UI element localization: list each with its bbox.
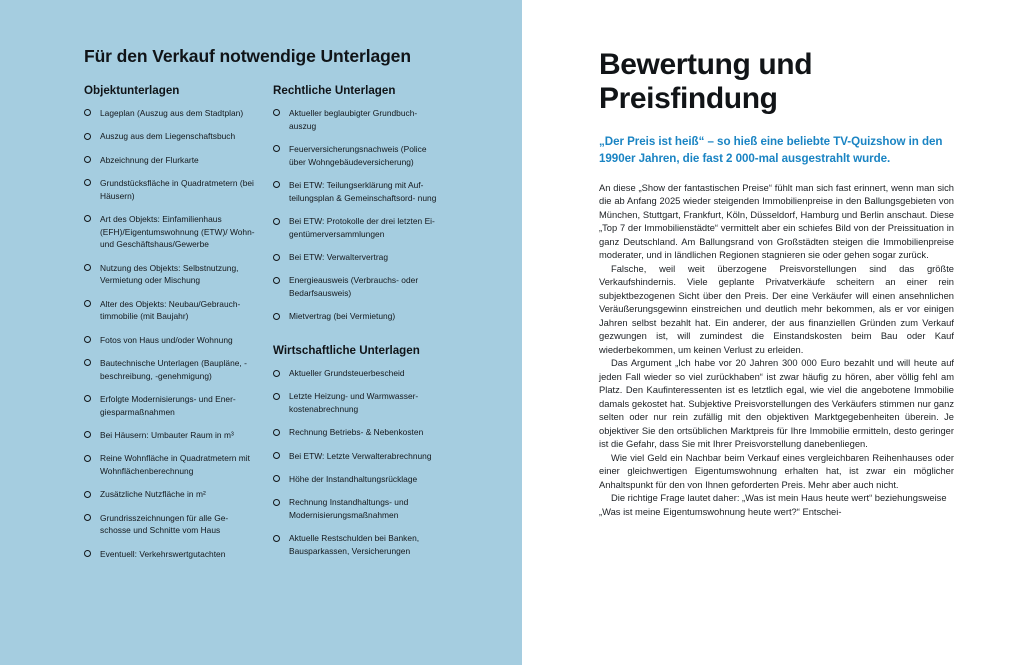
circle-bullet-icon bbox=[273, 313, 280, 320]
circle-bullet-icon bbox=[84, 215, 91, 222]
list-item[interactable] bbox=[273, 274, 444, 300]
circle-bullet-icon bbox=[273, 429, 280, 436]
list-item[interactable] bbox=[84, 488, 255, 501]
list-item-label: Art des Objekts: Einfamilienhaus (EFH)/Eigentumswohnung (ETW)/ Wohn- und Geschäftshaus/Gewerbe bbox=[100, 213, 255, 250]
checklist-box-title: Für den Verkauf notwendige Unterlagen bbox=[84, 46, 411, 66]
list-item-label: Höhe der Instandhaltungsrücklage bbox=[289, 473, 418, 484]
circle-bullet-icon bbox=[273, 109, 280, 116]
list-item-label: Eventuell: Verkehrswertgutachten bbox=[100, 548, 226, 559]
circle-bullet-icon bbox=[273, 218, 280, 225]
circle-bullet-icon bbox=[273, 277, 280, 284]
circle-bullet-icon bbox=[84, 359, 91, 366]
circle-bullet-icon bbox=[84, 109, 91, 116]
list-item-label: Erfolgte Modernisierungs- und Ener- giesparmaßnahmen bbox=[100, 394, 236, 417]
column-heading-wirtschaftliche-unterlagen: Wirtschaftliche Unterlagen bbox=[273, 344, 420, 358]
paragraph: Wie viel Geld ein Nachbar beim Verkauf eines vergleichbaren Reihenhauses oder einer gleichwertigen Eigentumswohnung erhalten hat, ist zwar ein möglicher Anhaltspunkt für den von Ihnen geforderten Preis. Mehr aber auch nicht. bbox=[599, 452, 954, 490]
circle-bullet-icon bbox=[84, 395, 91, 402]
paragraph: An diese „Show der fantastischen Preise“ fühlt man sich fast erinnert, wenn man sich die ab Anfang 2025 wieder steigenden Immobilienpreise in den Ballungsgebieten von München, Stuttgart, Frankfurt, Köln, Düsseldorf, Hamburg und Berlin anschaut. Diese „Top 7 der Immobilienstädte“ vermittelt aber ein schiefes Bild von der Preissituation in ganz Deutschland. Am Ballungsrand von Großstädten steigen die Immobilienpreise moderater, und in ländlichen Regionen stagnieren sie oder gehen sogar zurück. bbox=[599, 182, 954, 261]
list-item-label: Bei Häusern: Umbauter Raum in m³ bbox=[100, 430, 234, 441]
circle-bullet-icon bbox=[273, 475, 280, 482]
list-item-label: Bei ETW: Letzte Verwalterabrechnung bbox=[289, 450, 432, 461]
circle-bullet-icon bbox=[84, 264, 91, 271]
list-item-label: Nutzung des Objekts: Selbstnutzung, Vermietung oder Mischung bbox=[100, 262, 239, 286]
list-item-label: Grundrisszeichnungen für alle Ge- schosse und Schnitte vom Haus bbox=[100, 512, 229, 536]
list-item-label: Lageplan (Auszug aus dem Stadtplan) bbox=[100, 108, 244, 119]
list-item-label: Bei ETW: Protokolle der drei letzten Ei- gentümerversammlungen bbox=[289, 216, 435, 239]
column-heading-objektunterlagen: Objektunterlagen bbox=[84, 84, 180, 98]
circle-bullet-icon bbox=[84, 514, 91, 521]
list-item[interactable] bbox=[273, 367, 444, 380]
list-item-label: Abzeichnung der Flurkarte bbox=[100, 154, 199, 165]
list-item-label: Aktueller beglaubigter Grundbuch- auszug bbox=[289, 108, 418, 131]
list-item[interactable] bbox=[273, 426, 444, 439]
circle-bullet-icon bbox=[273, 370, 280, 377]
list-item-label: Aktuelle Restschulden bei Banken, Bausparkassen, Versicherungen bbox=[289, 533, 420, 557]
circle-bullet-icon bbox=[84, 431, 91, 438]
list-item[interactable] bbox=[84, 262, 255, 288]
checklist-columns bbox=[84, 84, 444, 571]
circle-bullet-icon bbox=[273, 452, 280, 459]
list-item[interactable] bbox=[84, 548, 255, 561]
paragraph: Die richtige Frage lautet daher: „Was ist mein Haus heute wert“ beziehungsweise „Was ist meine Eigentumswohnung heute wert?“ Entschei- bbox=[599, 493, 947, 517]
right-page-chapter bbox=[522, 0, 1020, 665]
list-item-label: Fotos von Haus und/oder Wohnung bbox=[100, 334, 233, 345]
column-heading-rechtliche-unterlagen: Rechtliche Unterlagen bbox=[273, 84, 396, 98]
page-title: Bewertung und Preisfindung bbox=[599, 48, 813, 115]
circle-bullet-icon bbox=[84, 550, 91, 557]
list-item[interactable] bbox=[273, 496, 444, 522]
list-item[interactable] bbox=[84, 452, 255, 478]
list-item[interactable] bbox=[273, 215, 444, 241]
list-item-label: Rechnung Instandhaltungs- und Modernisierungsmaßnahmen bbox=[289, 497, 409, 520]
list-item[interactable] bbox=[84, 107, 255, 120]
list-item[interactable] bbox=[273, 473, 444, 486]
list-item[interactable] bbox=[84, 213, 255, 251]
list-item-label: Reine Wohnfläche in Quadratmetern mit Wohnflächenberechnung bbox=[100, 453, 251, 477]
circle-bullet-icon bbox=[84, 455, 91, 462]
circle-bullet-icon bbox=[84, 491, 91, 498]
circle-bullet-icon bbox=[273, 535, 280, 542]
circle-bullet-icon bbox=[84, 133, 91, 140]
list-item[interactable] bbox=[84, 512, 255, 538]
circle-bullet-icon bbox=[84, 156, 91, 163]
checklist-column-objektunterlagen bbox=[84, 84, 255, 571]
paragraph: Das Argument „Ich habe vor 20 Jahren 300 000 Euro bezahlt und will heute auf jeden Fall wieder so viel zurückhaben“ ist zwar häufig zu hören, aber völlig fehl am Platz. Den Kaufinteressenten ist es letztlich egal, wie viel die angebotene Immobilie damals gekostet hat. Subjektive Preisvorstellungen des Verkäufers stimmen nur ganz selten oder nur rein zufällig mit den objektiven Marktgegebenheiten überein. Je objektiver Sie den ortsüblichen Marktpreis für Ihre Immobilie ermitteln, desto geringer ist die Gefahr, dass Sie mit Ihrer Preisvorstellung danebenliegen. bbox=[599, 358, 954, 450]
list-item-label: Bei ETW: Verwaltervertrag bbox=[289, 252, 389, 263]
list-item[interactable] bbox=[273, 251, 444, 264]
list-item-label: Energieausweis (Verbrauchs- oder Bedarfsausweis) bbox=[289, 275, 419, 299]
circle-bullet-icon bbox=[84, 179, 91, 186]
list-item[interactable] bbox=[273, 179, 444, 205]
list-item-label: Aktueller Grundsteuerbescheid bbox=[289, 368, 405, 379]
list-item[interactable] bbox=[84, 357, 255, 383]
list-item-label: Auszug aus dem Liegenschaftsbuch bbox=[100, 131, 236, 142]
list-item-label: Bautechnische Unterlagen (Baupläne, -beschreibung, -genehmigung) bbox=[100, 357, 247, 381]
list-item[interactable] bbox=[84, 177, 255, 203]
circle-bullet-icon bbox=[84, 300, 91, 307]
list-item[interactable] bbox=[84, 298, 255, 324]
list-item-label: Letzte Heizung- und Warmwasser- kostenabrechnung bbox=[289, 391, 419, 415]
circle-bullet-icon bbox=[273, 393, 280, 400]
list-item[interactable] bbox=[273, 532, 444, 558]
list-item-label: Mietvertrag (bei Vermietung) bbox=[289, 311, 396, 322]
list-item[interactable] bbox=[273, 107, 444, 133]
list-item-label: Rechnung Betriebs- & Nebenkosten bbox=[289, 427, 424, 438]
circle-bullet-icon bbox=[273, 145, 280, 152]
chapter-body bbox=[599, 182, 954, 520]
list-item[interactable] bbox=[273, 310, 444, 323]
chapter-lead-paragraph: „Der Preis ist heiß“ – so hieß eine beliebte TV-Quizshow in den 1990er Jahren, die fast 2 000-mal ausgestrahlt wurde. bbox=[599, 134, 943, 165]
list-item[interactable] bbox=[84, 393, 255, 419]
circle-bullet-icon bbox=[84, 336, 91, 343]
checklist-objektunterlagen bbox=[84, 107, 255, 560]
circle-bullet-icon bbox=[273, 254, 280, 261]
circle-bullet-icon bbox=[273, 181, 280, 188]
checklist-wirtschaftliche-unterlagen bbox=[273, 367, 444, 558]
list-item[interactable] bbox=[84, 154, 255, 167]
list-item[interactable] bbox=[273, 143, 444, 169]
chapter-content bbox=[599, 48, 954, 520]
checklist-column-rechtliche-wirtschaftliche bbox=[273, 84, 444, 568]
checklist-box bbox=[84, 46, 444, 571]
list-item[interactable] bbox=[273, 450, 444, 463]
list-item[interactable] bbox=[84, 334, 255, 347]
checklist-rechtliche-unterlagen bbox=[273, 107, 444, 323]
list-item-label: Alter des Objekts: Neubau/Gebrauch- timmobilie (mit Baujahr) bbox=[100, 298, 241, 322]
list-item[interactable] bbox=[273, 390, 444, 416]
paragraph: Falsche, weil weit überzogene Preisvorstellungen sind das größte Verkaufshindernis. Viele geplante Privatverkäufe scheitern an einer rein subjektbezogenen Sicht über den Preis. Der eine Verkäufer will einen ansehnlichen Veräußerungsgewinn einstreichen und deutlich mehr bekommen, als er vor einigen Jahren selbst bezahlt hat. Ein anderer, der aus finanziellen Gründen zum Verkauf gezwungen ist, will zumindest die Einstandskosten beim Bau oder Kauf wiederbekommen, um keinen Verlust zu erleiden. bbox=[599, 263, 954, 355]
list-item-label: Grundstücksfläche in Quadratmetern (bei Häusern) bbox=[100, 177, 254, 201]
circle-bullet-icon bbox=[273, 499, 280, 506]
list-item-label: Bei ETW: Teilungserklärung mit Auf- teilungsplan & Gemeinschaftsord- nung bbox=[289, 180, 437, 203]
list-item-label: Zusätzliche Nutzfläche in m² bbox=[100, 489, 206, 500]
list-item[interactable] bbox=[84, 130, 255, 143]
list-item[interactable] bbox=[84, 429, 255, 442]
list-item-label: Feuerversicherungsnachweis (Police über Wohngebäudeversicherung) bbox=[289, 144, 427, 167]
